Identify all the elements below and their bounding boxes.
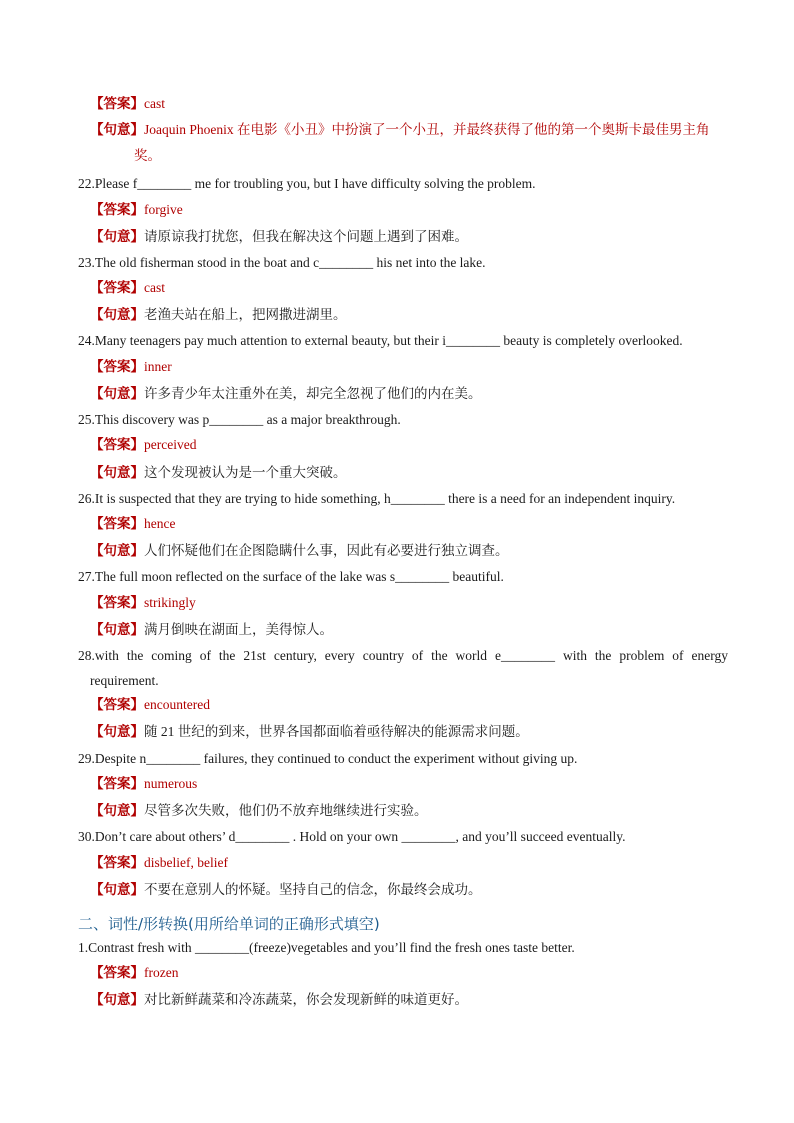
meaning-text: 尽管多次失败，他们仍不放弃地继续进行实验。 [144,803,428,818]
meaning-line: 【句意】许多青少年太注重外在美，却完全忽视了他们的内在美。 [90,386,482,401]
meaning-text: 人们怀疑他们在企图隐瞒什么事，因此有必要进行独立调查。 [144,543,509,558]
question-29: 29.Despite n________ failures, they continued to conduct the experiment without giving up. [78,751,578,766]
answer-text: disbelief, belief [144,855,228,870]
meaning-text: 满月倒映在湖面上，美得惊人。 [144,622,333,637]
meaning-line: 【句意】请原谅我打扰您，但我在解决这个问题上遇到了困难。 [90,229,468,244]
answer-text: frozen [144,965,179,980]
meaning-text: Joaquin Phoenix 在电影《小丑》中扮演了一个小丑，并最终获得了他的第一个奥斯卡最佳男主角 [144,122,710,137]
answer-line: 【答案】numerous [90,776,198,791]
meaning-continuation: 奖。 [134,148,161,163]
answer-label: 【答案】 [90,96,144,111]
answer-line: 【答案】cast [90,280,165,295]
meaning-text: 这个发现被认为是一个重大突破。 [144,465,347,480]
question-25: 25.This discovery was p________ as a major breakthrough. [78,412,401,427]
answer-text: strikingly [144,595,196,610]
question-26: 26.It is suspected that they are trying to hide something, h________ there is a need for an independent inquiry. [78,491,676,506]
question-22: 22.Please f________ me for troubling you, but I have difficulty solving the problem. [78,176,536,191]
answer-text: perceived [144,437,197,452]
answer-text: cast [144,280,165,295]
answer-text: inner [144,359,172,374]
meaning-text: 老渔夫站在船上，把网撒进湖里。 [144,307,347,322]
question-28: 28.with the coming of the 21st century, every country of the world e________ with the problem of energy [78,648,728,663]
answer-line [90,94,722,114]
answer-line: 【答案】inner [90,359,172,374]
meaning-line: 【句意】对比新鲜蔬菜和冷冻蔬菜，你会发现新鲜的味道更好。 [90,992,468,1007]
meaning-line: 【句意】不要在意别人的怀疑。坚持自己的信念，你最终会成功。 [90,882,482,897]
answer-text: forgive [144,202,183,217]
section-heading: 二、词性/形转换(用所给单词的正确形式填空) [78,915,380,933]
meaning-line: 【句意】老渔夫站在船上，把网撒进湖里。 [90,307,347,322]
meaning-line: 【句意】满月倒映在湖面上，美得惊人。 [90,622,333,637]
answer-line: 【答案】forgive [90,202,183,217]
question-27: 27.The full moon reflected on the surface of the lake was s________ beautiful. [78,569,504,584]
answer-line: 【答案】frozen [90,965,179,980]
answer-text: numerous [144,776,198,791]
question-30: 30.Don’t care about others’ d________ . Hold on your own ________, and you’ll succeed eventually. [78,829,626,844]
question-28-continuation: requirement. [90,673,159,688]
answer-line: 【答案】disbelief, belief [90,855,228,870]
question-s2-1: 1.Contrast fresh with ________(freeze)vegetables and you’ll find the fresh ones taste better. [78,940,575,955]
meaning-text: 对比新鲜蔬菜和冷冻蔬菜，你会发现新鲜的味道更好。 [144,992,468,1007]
answer-line: 【答案】strikingly [90,595,196,610]
meaning-line: 【句意】人们怀疑他们在企图隐瞒什么事，因此有必要进行独立调查。 [90,543,509,558]
meaning-label: 【句意】 [90,122,144,137]
meaning-line: 【句意】尽管多次失败，他们仍不放弃地继续进行实验。 [90,803,428,818]
meaning-text: 随 21 世纪的到来，世界各国都面临着亟待解决的能源需求问题。 [144,724,529,739]
answer-line: 【答案】perceived [90,437,197,452]
answer-text: cast [144,96,165,111]
question-23: 23.The old fisherman stood in the boat and c________ his net into the lake. [78,255,486,270]
answer-text: encountered [144,697,210,712]
meaning-text: 请原谅我打扰您，但我在解决这个问题上遇到了困难。 [144,229,468,244]
meaning-text: 许多青少年太注重外在美，却完全忽视了他们的内在美。 [144,386,482,401]
question-24: 24.Many teenagers pay much attention to external beauty, but their i________ beauty is completely overlooked. [78,333,683,348]
answer-line: 【答案】encountered [90,697,210,712]
meaning-line [90,120,722,140]
meaning-text: 不要在意别人的怀疑。坚持自己的信念，你最终会成功。 [144,882,482,897]
answer-text: hence [144,516,176,531]
meaning-line: 【句意】这个发现被认为是一个重大突破。 [90,465,347,480]
answer-line: 【答案】hence [90,516,176,531]
meaning-line: 【句意】随 21 世纪的到来，世界各国都面临着亟待解决的能源需求问题。 [90,724,529,739]
